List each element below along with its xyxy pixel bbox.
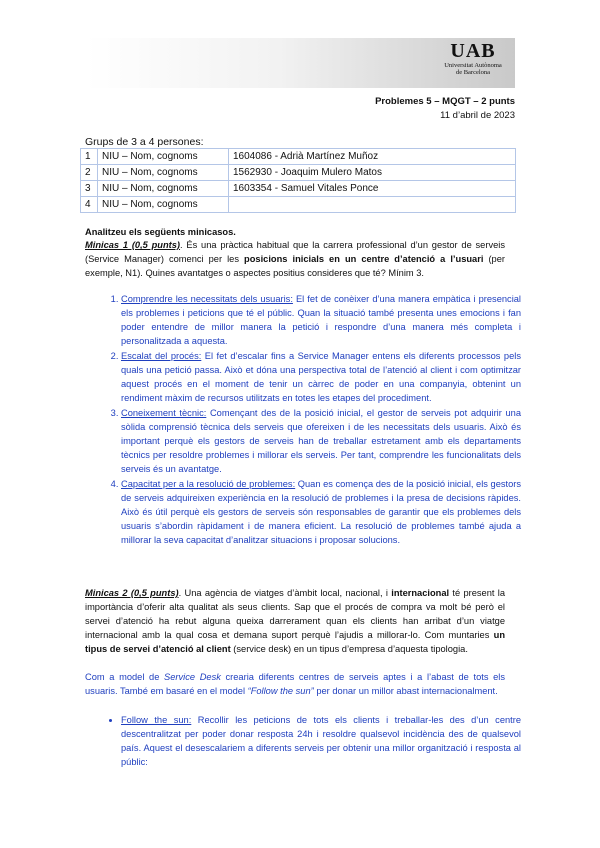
logo-line-2: de Barcelona (455, 69, 491, 76)
row-label: NIU – Nom, cognoms (98, 181, 229, 197)
row-label: NIU – Nom, cognoms (98, 149, 229, 165)
logo-line-1: Universitat Autònoma (444, 62, 502, 69)
answer-text-b: crearia diferents centres de serveis aptes i a l’abast de tots els usuaris. També em basaré en el model (85, 672, 506, 696)
list-item (121, 406, 521, 476)
minicas-2-paragraph (85, 586, 505, 656)
list-item (121, 477, 521, 547)
item-text: El fet d’escalar fins a Service Manager entens els diferents processos pels quals una petició passa. Això et dóna una perspectiva total de l’atenció al client i com optimitzar aquest procés en el moment de tenir un càrrec de poder en una companyia, obtenint un rendiment màxim de recursos utilitzats en totes les etapes del procediment. (121, 351, 521, 403)
document-title: Problemes 5 – MQGT – 2 punts (375, 96, 515, 107)
minicas-1-bold: posicions inicials en un centre d’atenció a l’usuari (244, 254, 484, 264)
table-row (81, 197, 516, 213)
university-logo (438, 40, 508, 76)
list-item (121, 292, 521, 348)
minicas-2-text-a: . Una agència de viatges d’àmbit local, nacional, i (178, 588, 392, 598)
minicas-2-text-b: té present la importància d’oferir alta qualitat als seus clients. Sap que el procés de compra va molt bé però el servei d’atenció ha rebut alguna queixa darrerament quan els clients han arribat d’un viatge internacional amb la qual cosa et demana suport perquè l’ajudis a millorar-lo. Com muntaries (85, 588, 506, 640)
item-text: Començant des de la posició inicial, el gestor de serveis pot adquirir una sòlida comprensió tècnica dels serveis que ofereixen i de les necessitats dels usuaris. Això és important perquè els gestors de serveis han de treballar estretament amb els departaments tècnics per resoldre problemes i millorar els serveis. Per tant, comprendre les funcionalitats dels serveis és un avantatge. (121, 408, 522, 474)
item-title: Comprendre les necessitats dels usuaris: (121, 294, 293, 304)
item-title: Coneixement tècnic: (121, 408, 207, 418)
item-title: Escalat del procés: (121, 351, 202, 361)
bullet-title: Follow the sun: (121, 715, 192, 725)
minicas-1-label: Minicas 1 (0,5 punts) (85, 240, 181, 250)
answer-paragraph (85, 670, 505, 698)
row-number: 4 (81, 197, 98, 213)
minicas-1-paragraph (85, 238, 505, 280)
bullet-text: Recollir les peticions de tots els clients i treballar-les des d’un centre descentralitzat per poder donar resposta 24h i resoldre qualsevol incidència des de qualsevol país. Aquest el desescalariem a diferents serveis per obtenir una millor organització i resposta al públic: (121, 715, 522, 767)
advantages-list (105, 292, 521, 548)
bullet-list (105, 713, 521, 769)
answer-italic-2: “Follow the sun” (247, 686, 314, 696)
table-row (81, 149, 516, 165)
minicas-2-bold-1: internacional (391, 588, 450, 598)
minicas-1-text-b: (per exemple, N1). Quines avantatges o aspectes positius consideres que té? Mínim 3. (85, 254, 505, 278)
groups-table (80, 148, 516, 213)
answer-text-a: Com a model de (85, 672, 165, 682)
table-row (81, 181, 516, 197)
list-item (121, 713, 521, 769)
row-value: 1562930 - Joaquim Mulero Matos (229, 165, 516, 181)
document-date: 11 d’abril de 2023 (440, 110, 515, 121)
item-title: Capacitat per a la resolució de problemes: (121, 479, 296, 489)
list-item (121, 349, 521, 405)
answer-italic-1: Service Desk (164, 672, 221, 682)
table-row (81, 165, 516, 181)
minicas-2-bold-2: un tipus de servei d’atenció al client (85, 630, 505, 654)
minicas-1-text-a: . És una pràctica habitual que la carrera professional d’un gestor de serveis (Service Manager) comenci per les (85, 240, 505, 264)
minicas-2-text-c: (service desk) en un tipus d’empresa d’aquesta tipologia. (230, 644, 468, 654)
row-value: 1604086 - Adrià Martínez Muñoz (229, 149, 516, 165)
row-value (229, 197, 516, 213)
row-number: 2 (81, 165, 98, 181)
row-label: NIU – Nom, cognoms (98, 165, 229, 181)
row-label: NIU – Nom, cognoms (98, 197, 229, 213)
logo-mark: UAB (450, 40, 496, 62)
item-text: El fet de conèixer d’una manera empàtica i presencial els problemes i peticions que té el públic. Quan la situació també presenta unes emocions i fan poder entendre de millor manera la petició i respondre d’una manera més completa i personalitzada a aquesta. (121, 294, 521, 346)
row-value: 1603354 - Samuel Vitales Ponce (229, 181, 516, 197)
row-number: 1 (81, 149, 98, 165)
intro-heading: Analitzeu els següents minicasos. (85, 227, 236, 237)
answer-text-c: per donar un millor abast internacionalment. (313, 686, 498, 696)
minicas-2-label: Minicas 2 (0,5 punts) (85, 588, 179, 598)
groups-title: Grups de 3 a 4 persones: (85, 136, 204, 148)
row-number: 3 (81, 181, 98, 197)
item-text: Quan es comença des de la posició inicial, els gestors de serveis adquireixen experiència en la resolució de problemes i la presa de decisions ràpides. Això és útil perquè els gestors de serveis són responsables de garantir que els problemes dels usuaris s’abordin ràpidament i de manera eficient. La resolució de problemes també ajuda a millorar la seva capacitat d’analitzar situacions i proposar solucions. (121, 479, 522, 545)
